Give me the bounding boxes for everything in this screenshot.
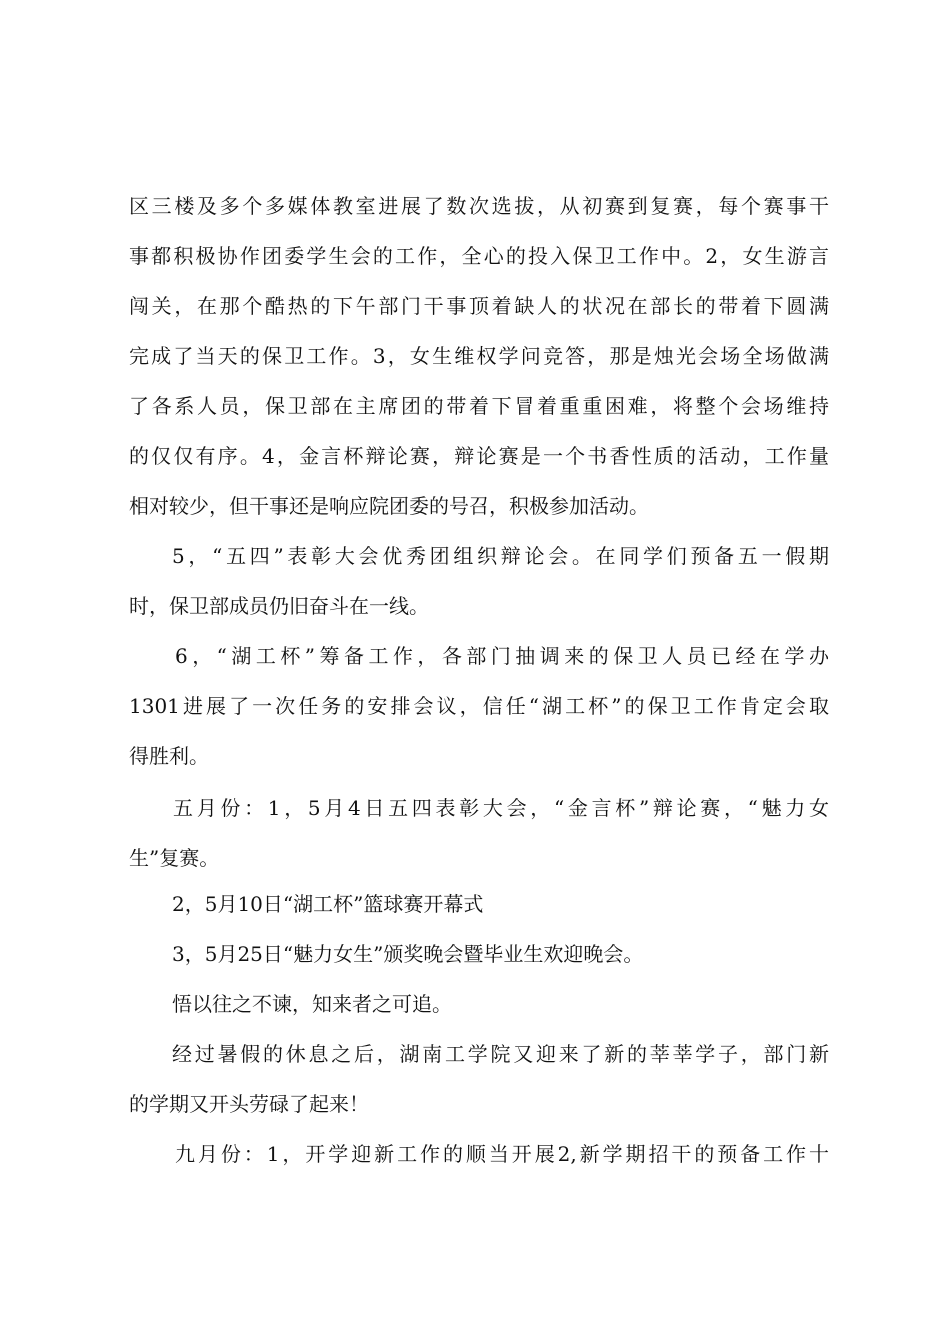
paragraph-line: 完成了当天的保卫工作。3，女生维权学问竞答，那是烛光会场全场做满 <box>129 344 829 368</box>
paragraph-line: 1301进展了一次任务的安排会议，信任“湖工杯”的保卫工作肯定会取 <box>129 694 829 718</box>
paragraph-line: 了各系人员，保卫部在主席团的带着下冒着重重困难，将整个会场维持 <box>129 394 829 418</box>
paragraph-line: 时，保卫部成员仍旧奋斗在一线。 <box>129 594 429 618</box>
paragraph-line: 生”复赛。 <box>129 846 220 870</box>
paragraph-line: 九月份：1，开学迎新工作的顺当开展2,新学期招干的预备工作十 <box>175 1142 829 1166</box>
paragraph-line: 相对较少，但干事还是响应院团委的号召，积极参加活动。 <box>129 494 649 518</box>
paragraph-line: 闯关，在那个酷热的下午部门干事顶着缺人的状况在部长的带着下圆满 <box>129 294 829 318</box>
paragraph-line: 悟以往之不谏，知来者之可追。 <box>172 992 452 1016</box>
paragraph-line: 事都积极协作团委学生会的工作，全心的投入保卫工作中。2，女生游言 <box>129 244 829 268</box>
paragraph-line: 2，5月10日“湖工杯”篮球赛开幕式 <box>172 892 484 916</box>
paragraph-line: 5，“五四”表彰大会优秀团组织辩论会。在同学们预备五一假期 <box>172 544 829 568</box>
paragraph-line: 3，5月25日“魅力女生”颁奖晚会暨毕业生欢迎晚会。 <box>172 942 644 966</box>
paragraph-line: 得胜利。 <box>129 744 209 768</box>
paragraph-line: 的学期又开头劳碌了起来！ <box>129 1092 369 1116</box>
paragraph-line: 6，“湖工杯”筹备工作，各部门抽调来的保卫人员已经在学办 <box>175 644 829 668</box>
paragraph-line: 区三楼及多个多媒体教室进展了数次选拔，从初赛到复赛，每个赛事干 <box>129 194 829 218</box>
paragraph-line: 经过暑假的休息之后，湖南工学院又迎来了新的莘莘学子，部门新 <box>172 1042 829 1066</box>
paragraph-line: 五月份：1，5月4日五四表彰大会，“金言杯”辩论赛，“魅力女 <box>173 796 829 820</box>
paragraph-line: 的仅仅有序。4，金言杯辩论赛，辩论赛是一个书香性质的活动，工作量 <box>129 444 829 468</box>
